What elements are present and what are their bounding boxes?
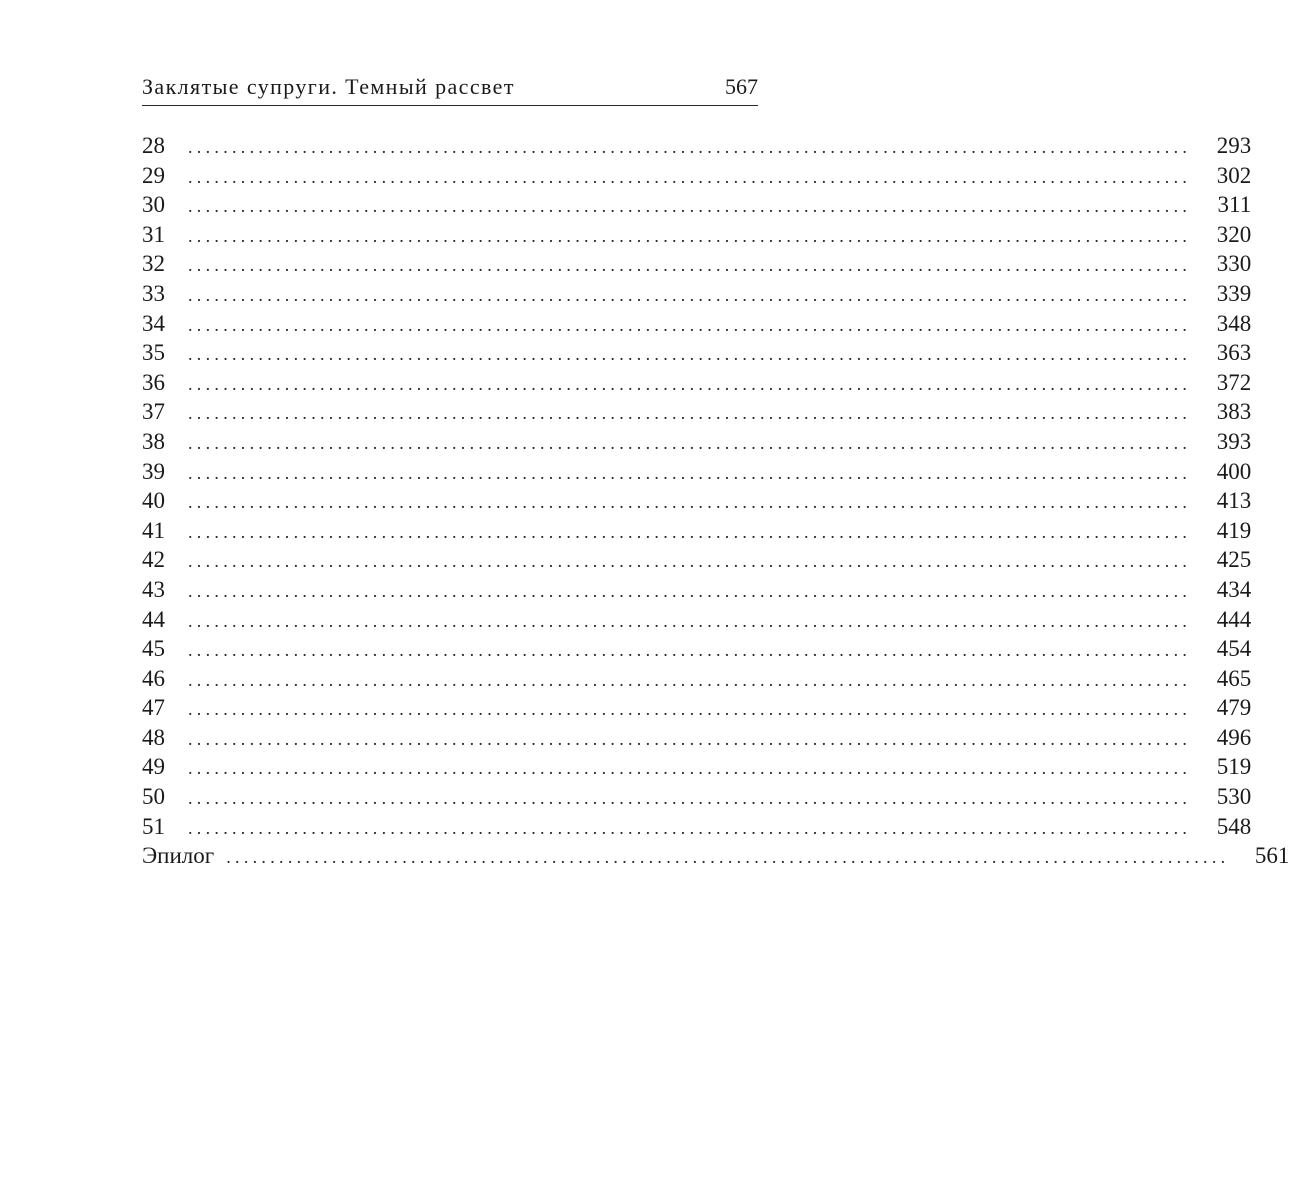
toc-entry [142,249,1252,279]
toc-entry-label: 33 [142,280,165,306]
toc-entry-page: 444 [1216,606,1252,632]
toc-entry-page: 339 [1216,280,1252,306]
toc-dot-leader: .................................................................................................................. [226,847,1230,868]
toc-entry [142,161,1252,191]
toc-entry [142,634,1252,664]
toc-entry [142,309,1252,339]
toc-entry-label: 36 [142,369,165,395]
toc-entry-page: 383 [1216,399,1252,425]
toc-entry-label: 43 [142,576,165,602]
toc-dot-leader: .................................................................................................................. [188,373,1192,394]
toc-dot-leader: .................................................................................................................. [188,669,1192,690]
toc-entry-page: 372 [1216,369,1252,395]
toc-dot-leader: .................................................................................................................. [188,344,1192,365]
toc-entry-page: 434 [1216,576,1252,602]
toc-entry [142,693,1252,723]
toc-entry-label: 50 [142,784,165,810]
toc-entry-page: 363 [1216,340,1252,366]
toc-entry [142,545,1252,575]
toc-entry [142,457,1252,487]
toc-entry-label: 39 [142,458,165,484]
toc-entry-page: 330 [1216,251,1252,277]
toc-dot-leader: .................................................................................................................. [188,610,1192,631]
book-title: Заклятые супруги. Темный рассвет [142,74,515,99]
toc-dot-leader: .................................................................................................................. [188,699,1192,720]
toc-dot-leader: .................................................................................................................. [188,196,1192,217]
toc-entry-label: 29 [142,162,165,188]
toc-entry-label: 38 [142,428,165,454]
toc-dot-leader: .................................................................................................................. [188,521,1192,542]
toc-dot-leader: .................................................................................................................. [188,551,1192,572]
toc-entry [142,841,1289,871]
toc-dot-leader: .................................................................................................................. [188,166,1192,187]
toc-entry-label: 28 [142,133,165,158]
running-header [142,64,758,100]
toc-entry-page: 320 [1216,221,1252,247]
toc-entry-label: 48 [142,724,165,750]
toc-dot-leader: .................................................................................................................. [188,580,1192,601]
toc-entry-label: 30 [142,192,165,218]
toc-dot-leader: .................................................................................................................. [188,432,1192,453]
toc-entry-page: 425 [1216,547,1252,573]
toc-entry-page: 348 [1216,310,1252,336]
toc-entry [142,605,1252,635]
toc-entry [142,220,1252,250]
toc-dot-leader: .................................................................................................................. [188,758,1192,779]
toc-entry-page: 561 [1254,843,1289,869]
toc-dot-leader: .................................................................................................................. [188,640,1192,661]
toc-dot-leader: .................................................................................................................. [188,284,1192,305]
toc-entry [142,752,1252,782]
toc-entry-label: 42 [142,547,165,573]
toc-dot-leader: .................................................................................................................. [188,314,1192,335]
header-rule [142,105,758,106]
toc-entry [142,664,1252,694]
toc-dot-leader: .................................................................................................................. [188,728,1192,749]
toc-entry-label: 51 [142,813,165,839]
toc-entry [142,427,1252,457]
toc-entry-page: 400 [1216,458,1252,484]
toc-entry-label: 49 [142,754,165,780]
toc-entry-page: 496 [1216,724,1252,750]
toc-entry [142,279,1252,309]
toc-entry-label: 45 [142,636,165,662]
toc-entry-label: 46 [142,665,165,691]
toc-entry-page: 413 [1216,488,1252,514]
toc-entry-label: 40 [142,488,165,514]
toc-entry-label: 32 [142,251,165,277]
toc-entry-page: 419 [1216,517,1252,543]
toc-entry [142,486,1252,516]
toc-entry [142,812,1252,842]
toc-entry-page: 479 [1216,695,1252,721]
toc-entry-label: 37 [142,399,165,425]
toc-entry-label: 41 [142,517,165,543]
toc-dot-leader: .................................................................................................................. [188,492,1192,513]
toc-entry-page: 302 [1216,162,1252,188]
toc-entry [142,131,1252,161]
toc-dot-leader: .................................................................................................................. [188,255,1192,276]
toc-dot-leader: .................................................................................................................. [188,403,1192,424]
toc-dot-leader: .................................................................................................................. [188,225,1192,246]
toc-dot-leader: .................................................................................................................. [188,817,1192,838]
toc-entry-page: 465 [1216,665,1252,691]
toc-entry [142,190,1252,220]
toc-entry [142,575,1252,605]
toc-dot-leader: .................................................................................................................. [188,137,1192,157]
toc-entry [142,782,1252,812]
toc-entry [142,368,1252,398]
page-number: 567 [725,74,758,99]
toc-entry-page: 393 [1216,428,1252,454]
toc-entry-page: 454 [1216,636,1252,662]
toc-entry-page: 311 [1217,192,1252,218]
toc-entry [142,723,1252,753]
table-of-contents [142,131,1289,871]
toc-entry-label: 47 [142,695,165,721]
toc-entry-label: 31 [142,221,165,247]
toc-entry-label: 44 [142,606,165,632]
toc-entry [142,516,1252,546]
toc-entry-label: Эпилог [142,843,215,869]
toc-entry [142,338,1252,368]
toc-entry-page: 548 [1216,813,1252,839]
toc-entry-page: 293 [1216,133,1252,158]
toc-entry-page: 519 [1216,754,1252,780]
toc-dot-leader: .................................................................................................................. [188,788,1192,809]
toc-entry [142,397,1252,427]
toc-entry-label: 34 [142,310,165,336]
toc-dot-leader: .................................................................................................................. [188,462,1192,483]
toc-entry-page: 530 [1216,784,1252,810]
toc-entry-label: 35 [142,340,165,366]
